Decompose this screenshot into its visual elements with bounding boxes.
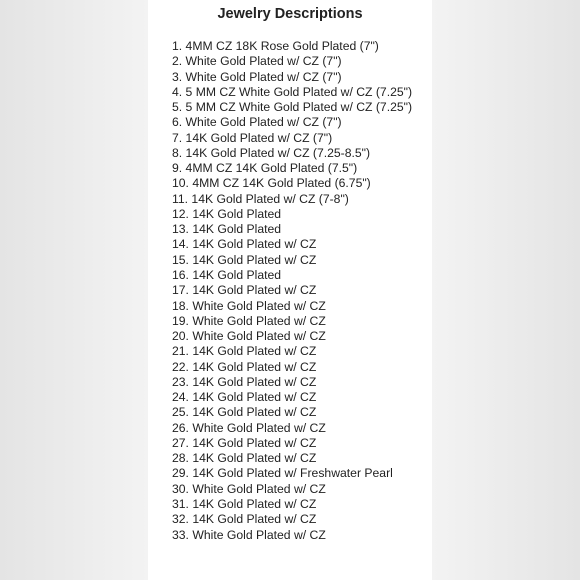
list-item: 7. 14K Gold Plated w/ CZ (7") [172, 130, 333, 145]
list-item: 28. 14K Gold Plated w/ CZ [172, 451, 317, 466]
list-item: 31. 14K Gold Plated w/ CZ [172, 496, 317, 511]
list-item: 2. White Gold Plated w/ CZ (7") [172, 54, 342, 69]
list-item: 6. White Gold Plated w/ CZ (7") [172, 115, 342, 130]
list-item: 29. 14K Gold Plated w/ Freshwater Pearl [172, 466, 393, 481]
list-item: 16. 14K Gold Plated [172, 267, 282, 282]
list-item: 10. 4MM CZ 14K Gold Plated (6.75") [172, 176, 371, 191]
list-item: 20. White Gold Plated w/ CZ [172, 329, 326, 344]
list-item: 32. 14K Gold Plated w/ CZ [172, 512, 317, 527]
list-item: 19. White Gold Plated w/ CZ [172, 313, 326, 328]
list-item: 13. 14K Gold Plated [172, 222, 282, 237]
jewelry-description-list [172, 39, 428, 543]
list-item: 14. 14K Gold Plated w/ CZ [172, 237, 317, 252]
list-item: 33. White Gold Plated w/ CZ [172, 527, 326, 542]
list-item: 21. 14K Gold Plated w/ CZ [172, 344, 317, 359]
list-item: 1. 4MM CZ 18K Rose Gold Plated (7") [172, 39, 379, 53]
list-item: 5. 5 MM CZ White Gold Plated w/ CZ (7.25") [172, 100, 413, 115]
list-item: 9. 4MM CZ 14K Gold Plated (7.5") [172, 161, 358, 176]
left-background-margin [0, 0, 148, 580]
description-sheet [148, 0, 432, 580]
list-item: 11. 14K Gold Plated w/ CZ (7-8") [172, 191, 349, 206]
list-item: 24. 14K Gold Plated w/ CZ [172, 390, 317, 405]
list-item: 12. 14K Gold Plated [172, 206, 282, 221]
list-item: 22. 14K Gold Plated w/ CZ [172, 359, 317, 374]
list-item: 18. White Gold Plated w/ CZ [172, 298, 326, 313]
list-item: 27. 14K Gold Plated w/ CZ [172, 435, 317, 450]
list-item: 23. 14K Gold Plated w/ CZ [172, 374, 317, 389]
right-background-margin [432, 0, 580, 580]
list-item: 17. 14K Gold Plated w/ CZ [172, 283, 317, 298]
list-item: 15. 14K Gold Plated w/ CZ [172, 252, 317, 267]
list-item: 4. 5 MM CZ White Gold Plated w/ CZ (7.25") [172, 84, 413, 99]
list-item: 25. 14K Gold Plated w/ CZ [172, 405, 317, 420]
list-item: 8. 14K Gold Plated w/ CZ (7.25-8.5") [172, 145, 371, 160]
list-item: 30. White Gold Plated w/ CZ [172, 481, 326, 496]
list-item: 26. White Gold Plated w/ CZ [172, 420, 326, 435]
document-title: Jewelry Descriptions [217, 6, 363, 22]
list-item: 3. White Gold Plated w/ CZ (7") [172, 69, 342, 84]
